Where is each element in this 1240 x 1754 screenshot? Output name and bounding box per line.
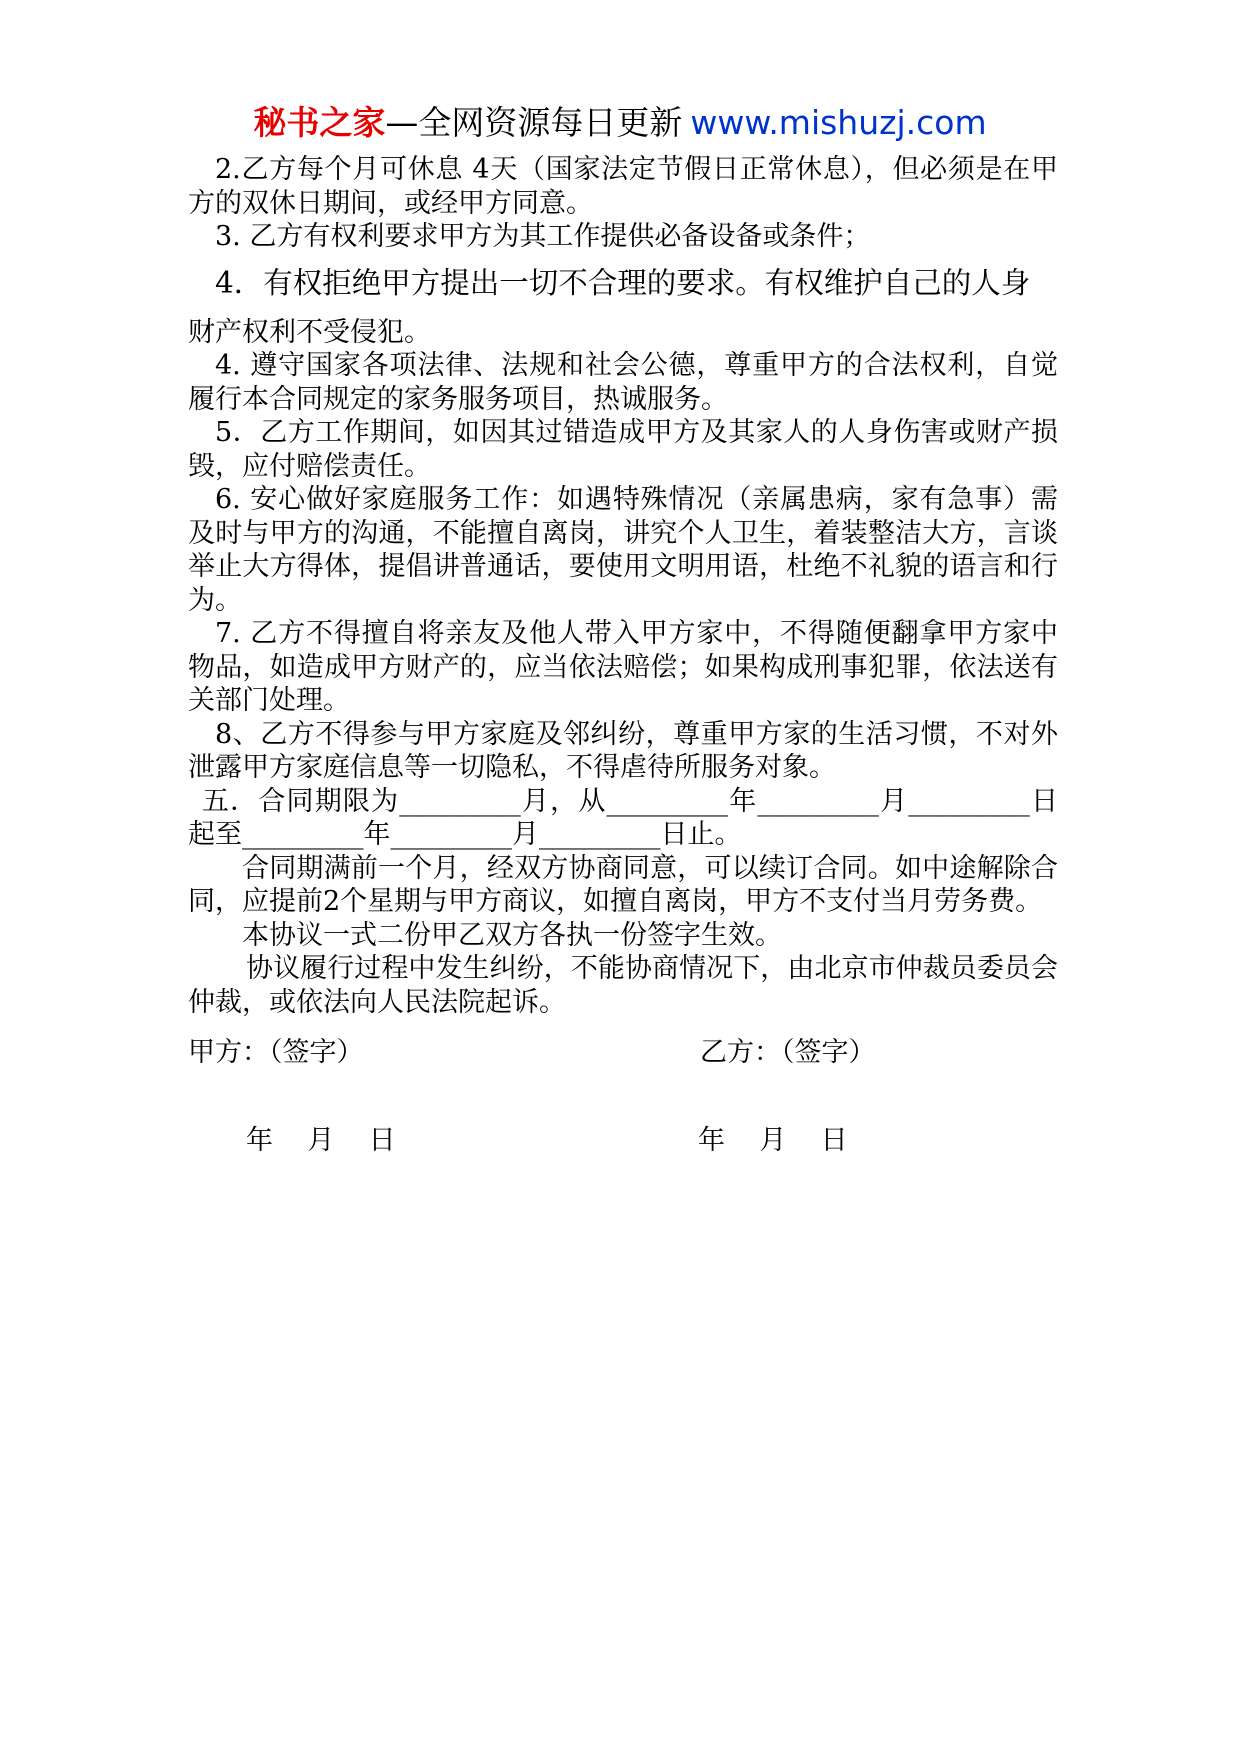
site-url[interactable]: www.mishuzj.com	[690, 103, 987, 142]
clause-5-liability: 5．乙方工作期间，如因其过错造成甲方及其家人的人身伤害或财产损毁，应付赔偿责任。	[188, 417, 1058, 482]
section-5-contract-term: 五．合同期限为_________月，从_________年_________月_________日起至_________年_________月_________日止。	[188, 785, 1058, 850]
brand-name: 秘书之家	[253, 103, 386, 142]
party-b-date: 年 月 日	[698, 1125, 848, 1156]
clause-4-refuse-requests-cont: 财产权利不受侵犯。	[188, 316, 431, 348]
clause-3-equipment: 3. 乙方有权利要求甲方为其工作提供必备设备或条件；	[215, 221, 871, 252]
clause-8-privacy: 8、乙方不得参与甲方家庭及邻纠纷，尊重甲方家的生活习惯，不对外泄露甲方家庭信息等一切隐私，不得虐待所服务对象。	[188, 718, 1058, 783]
dispute-clause: 协议履行过程中发生纠纷，不能协商情况下，由北京市仲裁员委员会仲裁，或依法向人民法院起诉。	[188, 953, 1058, 1018]
renewal-clause: 合同期满前一个月，经双方协商同意，可以续订合同。如中途解除合同，应提前2个星期与甲方商议，如擅自离岗，甲方不支付当月劳务费。	[188, 852, 1058, 917]
clause-4-refuse-requests: 4．有权拒绝甲方提出一切不合理的要求。有权维护自己的人身	[215, 265, 1031, 300]
party-b-signature: 乙方：（签字）	[700, 1037, 876, 1068]
clause-4-obey-laws: 4. 遵守国家各项法律、法规和社会公德，尊重甲方的合法权利，自觉履行本合同规定的家务服务项目，热诚服务。	[188, 350, 1058, 415]
copies-clause: 本协议一式二份甲乙双方各执一份签字生效。	[242, 919, 782, 951]
party-a-signature: 甲方：（签字）	[188, 1037, 364, 1068]
document-header	[0, 100, 1240, 146]
clause-6-service: 6. 安心做好家庭服务工作：如遇特殊情况（亲属患病，家有急事）需及时与甲方的沟通，不能擅自离岗，讲究个人卫生，着装整洁大方，言谈举止大方得体，提倡讲普通话，要使用文明用语，杜绝不礼貌的语言和行为。	[188, 484, 1058, 616]
party-a-date: 年 月 日	[246, 1125, 396, 1156]
header-tagline: —全网资源每日更新	[385, 103, 683, 142]
document-body	[188, 153, 1058, 1019]
clause-7-visitors: 7. 乙方不得擅自将亲友及他人带入甲方家中，不得随便翻拿甲方家中物品，如造成甲方财产的，应当依法赔偿；如果构成刑事犯罪，依法送有关部门处理。	[188, 618, 1058, 716]
clause-2-rest-days: 2.乙方每个月可休息 4天（国家法定节假日正常休息），但必须是在甲方的双休日期间，或经甲方同意。	[188, 154, 1058, 219]
